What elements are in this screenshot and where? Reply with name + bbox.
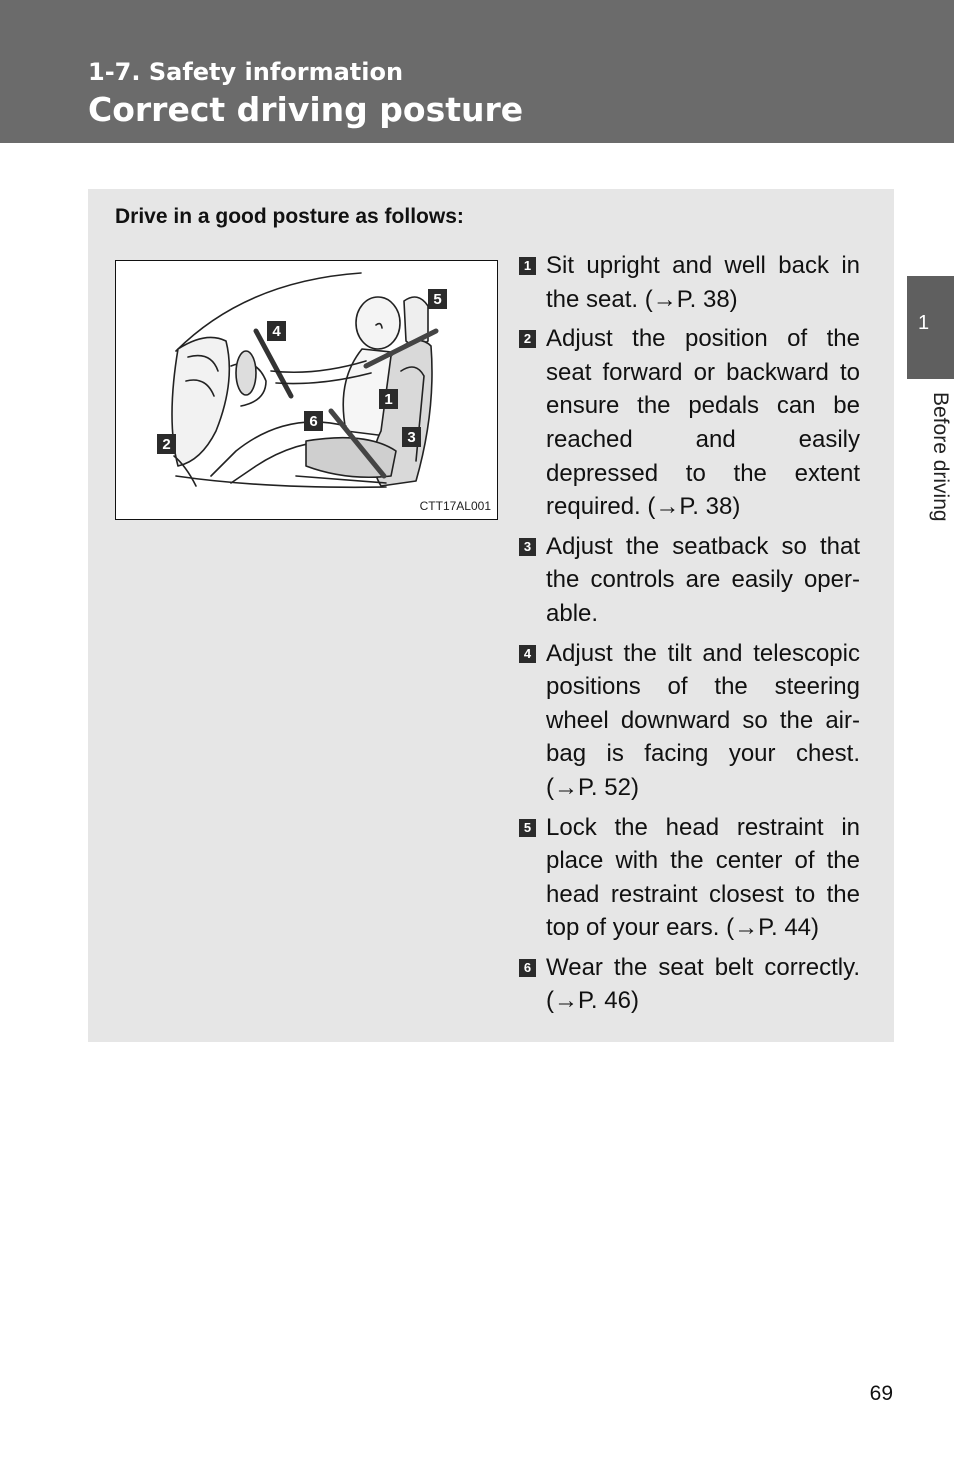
callout-4 [267,321,286,341]
list-item [518,811,860,945]
chapter-tab-number: 1 [918,312,930,334]
callout-4-label: 4 [272,323,281,340]
list-item [518,322,860,524]
step-number-badge: 3 [519,538,536,556]
callout-2 [157,434,176,454]
step-text: Adjust the tilt and telescopic positions of the steering wheel downward so the air-bag is facing your chest. (→P. 52) [546,639,860,801]
callout-6-label: 6 [309,413,318,430]
driving-posture-illustration [115,260,498,520]
step-text: Lock the head restraint in place with the center of the head restraint closest to the top of your ears. (→P. 44) [546,813,860,942]
driver-seat-drawing [116,261,497,519]
step-text: Wear the seat belt correctly. (→P. 46) [546,953,860,1015]
content-panel [88,189,894,1042]
step-number-badge: 2 [519,330,536,348]
step-number-badge: 6 [519,959,536,977]
chapter-tab-label: Before driving [929,392,952,522]
callout-2-label: 2 [162,436,171,453]
page-number: 69 [869,1382,893,1405]
step-text: Adjust the position of the seat forward or backward to ensure the pedals can be reached and easily depressed to the extent required. (→P. 38) [546,325,860,521]
list-item [518,951,860,1018]
page-header [0,0,954,143]
list-item [518,530,860,631]
chapter-tab[interactable] [907,276,954,379]
callout-5 [428,289,447,309]
step-number-badge: 4 [519,645,536,663]
page-title: Correct driving posture [88,90,524,129]
intro-text: Drive in a good posture as follows: [115,205,464,228]
dashboard-shape [172,337,229,466]
step-text: Adjust the seatback so that the controls are easily oper-able. [546,532,860,627]
posture-steps-list [518,249,860,1024]
callout-1-label: 1 [384,391,393,408]
list-item [518,249,860,316]
callout-6 [304,411,323,431]
section-label: 1-7. Safety information [88,58,404,86]
step-number-badge: 1 [519,257,536,275]
figure-code: CTT17AL001 [419,499,491,513]
callout-1 [379,389,398,409]
step-number-badge: 5 [519,819,536,837]
list-item [518,637,860,805]
floor-line [176,476,386,487]
callout-3 [402,427,421,447]
step-text: Sit upright and well back in the seat. (→P. 38) [546,252,860,313]
callout-3-label: 3 [407,429,416,446]
callout-5-label: 5 [433,291,442,308]
